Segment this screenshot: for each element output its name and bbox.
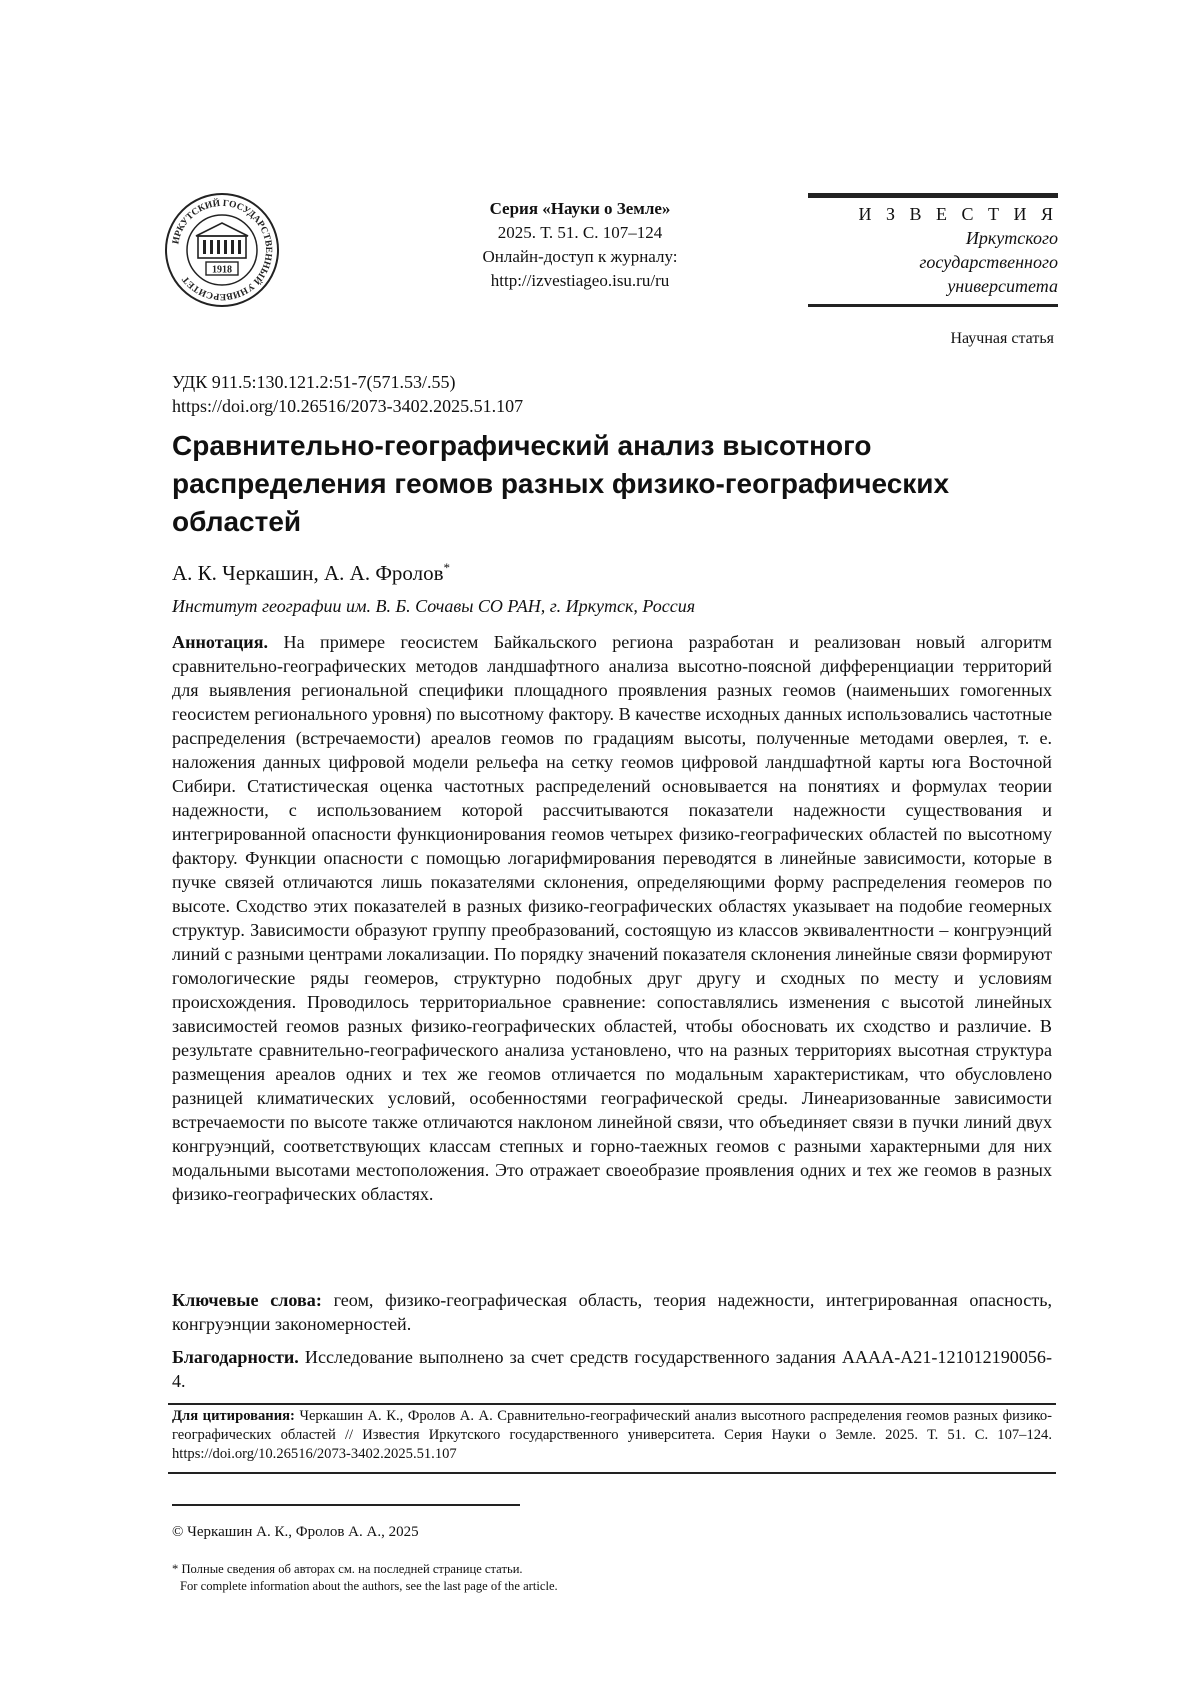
acknowledgements-text: Исследование выполнено за счет средств государственного задания АААА-А21-121012190056-4. <box>172 1347 1052 1391</box>
footnote-en: For complete information about the authors, see the last page of the article. <box>180 1579 558 1593</box>
journal-name-line4: университета <box>947 276 1058 296</box>
citation-label: Для цитирования: <box>172 1408 295 1424</box>
citation-text: Черкашин А. К., Фролов А. А. Сравнительно-географический анализ высотного распределения геомов разных физико-географических областей // Известия Иркутского государственного университета. Серия Науки о Земле. 2025. Т. 51. С. 107–124. https://doi.org/10.26516/2073-3402.2025.51.107 <box>172 1408 1053 1462</box>
article-title: Сравнительно-географический анализ высотного распределения геомов разных физико-географических областей <box>172 430 950 537</box>
journal-name-block <box>808 193 1058 307</box>
citation-rule-bottom <box>168 1472 1056 1474</box>
keywords-label: Ключевые слова: <box>172 1290 322 1310</box>
acknowledgements <box>172 1345 1052 1393</box>
udk-code: УДК 911.5:130.121.2:51-7(571.53/.55) <box>172 372 456 392</box>
footnote-divider <box>172 1504 520 1506</box>
issue-info: 2025. Т. 51. С. 107–124 <box>497 223 663 242</box>
svg-text:ИРКУТСКИЙ ГОСУДАРСТВЕННЫЙ УНИВ: ИРКУТСКИЙ ГОСУДАРСТВЕННЫЙ УНИВЕРСИТЕТ <box>171 198 274 302</box>
journal-url[interactable]: http://izvestiageo.isu.ru/ru <box>490 271 670 290</box>
journal-name-line2: Иркутского <box>965 228 1058 248</box>
online-access-label: Онлайн-доступ к журналу: <box>482 247 678 266</box>
author-footnote-mark[interactable]: * <box>443 560 451 575</box>
svg-text:1918: 1918 <box>212 264 232 276</box>
citation-rule-top <box>168 1403 1056 1405</box>
journal-series-info <box>440 197 720 293</box>
footnote-ru: * Полные сведения об авторах см. на последней странице статьи. <box>172 1562 523 1576</box>
copyright: © Черкашин А. К., Фролов А. А., 2025 <box>172 1524 419 1540</box>
article-authors <box>172 560 450 586</box>
series-title: Серия «Науки о Земле» <box>489 199 671 218</box>
journal-name-line3: государственного <box>919 252 1058 272</box>
doi-link[interactable]: https://doi.org/10.26516/2073-3402.2025.51.107 <box>172 396 524 416</box>
keywords <box>172 1288 1052 1336</box>
authors-names: А. К. Черкашин, А. А. Фролов <box>172 561 444 585</box>
article-meta <box>172 370 523 418</box>
keywords-text: геом, физико-географическая область, теория надежности, интегрированная опасность, конгруэнции закономерностей. <box>172 1290 1053 1334</box>
author-affiliation: Институт географии им. В. Б. Сочавы СО РАН, г. Иркутск, Россия <box>172 596 696 616</box>
acknowledgements-label: Благодарности. <box>172 1347 299 1367</box>
abstract-label: Аннотация. <box>172 632 269 652</box>
abstract <box>172 630 1052 1206</box>
article-type: Научная статья <box>950 330 1054 347</box>
university-seal-icon <box>162 190 282 310</box>
journal-rule-bottom <box>808 304 1058 307</box>
citation-block <box>172 1407 1052 1464</box>
abstract-text: На примере геосистем Байкальского региона разработан и реализован новый алгоритм сравнительно-географических методов ландшафтного анализа высотно-поясной дифференциации территорий для выявления региональной специфики площадного проявления разных геомов (наименьших гомогенных геосистем регионального уровня) по высотному фактору. В качестве исходных данных использовались частотные распределения (встречаемости) ареалов геомов по градациям высоты, полученные методами оверлея, т. е. наложения данных цифровой модели рельефа на сетку геомов цифровой ландшафтной карты юга Восточной Сибири. Статистическая оценка частотных распределений основывается на понятиях и формулах теории надежности, с использованием которой рассчитываются показатели надежности существования и интегрированной опасности функционирования геомов четырех физико-географических областей по высотному фактору. Функции опасности с помощью логарифмирования переводятся в линейные зависимости, которые в пучке связей отличаются лишь показателями склонения, определяющими форму распределения геомеров по высоте. Сходство этих показателей в разных физико-географических областях указывает на подобие геомерных структур. Зависимости образуют группу преобразований, состоящую из классов эквивалентности – конгруэнций линий с разными центрами локализации. По порядку значений показателя склонения линейные связи формируют гомологические ряды геомеров, структурно подобных друг другу и сходных по месту и условиям происхождения. Проводилось территориальное сравнение: сопоставлялись изменения с высотой линейных зависимостей геомов разных физико-географических областей, чтобы обосновать их сходство и различие. В результате сравнительно-географического анализа установлено, что на разных территориях высотная структура размещения ареалов одних и тех же геомов отличается по модальным характеристикам, что обусловлено разницей климатических условий, особенностями географической среды. Линеаризованные зависимости встречаемости по высоте также отличаются наклоном линейной связи, что объединяет связи в пучки линий двух конгруэнций, соответствующих классам степных и горно-таежных геомов с разными характерными для них модальными высотами местоположения. Это отражает своеобразие проявления одних и тех же геомов в разных физико-географических областях. <box>172 632 1052 1204</box>
footnote <box>172 1561 558 1595</box>
journal-name-line1: И З В Е С Т И Я <box>858 204 1058 224</box>
